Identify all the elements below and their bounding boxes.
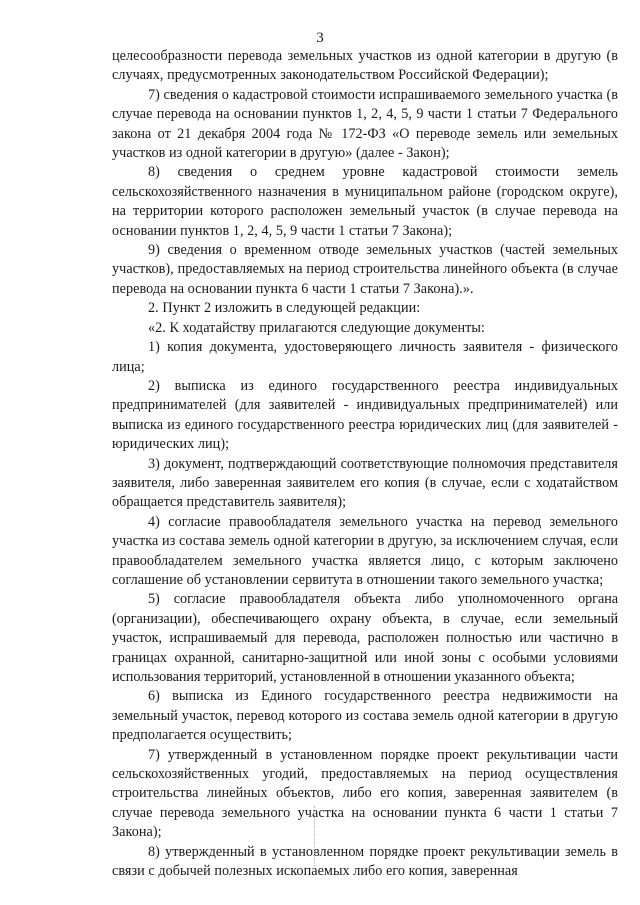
paragraph-doc-6-real-estate-extract: 6) выписка из Единого государственного реестра недвижимости на земельный участок, перевод которого из состава земель одной категории в другую предполагается осуществить; <box>112 688 618 744</box>
paragraph-doc-2-register-extract: 2) выписка из единого государственного реестра индивидуальных предпринимателей (для заявителей - индивидуальных предпринимателей) или выписка из единого государственного реестра юридических лиц (для заявителей - юридических лиц); <box>112 377 618 453</box>
paragraph-doc-5-object-consent: 5) согласие правообладателя объекта либо уполномоченного органа (организации), обеспечивающего охрану объекта, в случае, если земельный участок, испрашиваемый для перевода, расположен полностью или частично в границах охранной, санитарно-защитной или иной зоны с особыми условиями использования территорий, установленной в отношении указанного объекта; <box>112 591 618 685</box>
paragraph-item-8-average-value: 8) сведения о среднем уровне кадастровой стоимости земель сельскохозяйственного назначения в муниципальном районе (городском округе), на территории которого расположен земельный участок (в случае перевода на основании пунктов 1, 2, 4, 5, 9 части 1 статьи 7 Закона); <box>112 164 618 239</box>
document-body <box>112 47 618 881</box>
paragraph-doc-7-reclamation-project: 7) утвержденный в установленном порядке проект рекультивации части сельскохозяйственных угодий, предоставляемых на период осуществления строительства линейных объектов, либо его копия, заверенная заявителем (в случае перевода земельного участка на основании пункта 6 части 1 статьи 7 Закона); <box>112 746 618 841</box>
paragraph-doc-4-owner-consent: 4) согласие правообладателя земельного участка на перевод земельного участка из состава земель одной категории в другую, за исключением случая, если правообладателем земельного участка является лицо, с которым заключено соглашение об установлении сервитута в отношении такого земельного участка; <box>112 513 618 588</box>
paragraph-doc-3-authority: 3) документ, подтверждающий соответствующие полномочия представителя заявителя, либо заверенная заявителем его копия (в случае, если с ходатайством обращается представитель заявителя); <box>112 455 618 511</box>
paragraph-item-9-temporary-allotment: 9) сведения о временном отводе земельных участков (частей земельных участков), предоставляемых на период строительства линейного объекта (в случае перевода на основании пункта 6 части 1 статьи 7 Закона).». <box>112 242 618 297</box>
paragraph-point-2-heading: 2. Пункт 2 изложить в следующей редакции: <box>148 300 421 317</box>
paragraph-doc-8-mining-reclamation: 8) утвержденный в установленном порядке проект рекультивации земель в связи с добычей полезных ископаемых либо его копия, заверенная <box>112 843 618 880</box>
scan-binding-marks <box>314 806 317 866</box>
page-number: 3 <box>316 30 324 46</box>
paragraph-documents-intro: «2. К ходатайству прилагаются следующие документы: <box>148 319 485 336</box>
paragraph-continuation: целесообразности перевода земельных участков из одной категории в другую (в случаях, предусмотренных законодательством Российской Федерации); <box>112 48 618 84</box>
paragraph-doc-1-identity: 1) копия документа, удостоверяющего личность заявителя - физического лица; <box>112 339 618 375</box>
paragraph-item-7-cadastral-value: 7) сведения о кадастровой стоимости испрашиваемого земельного участка (в случае перевода на основании пунктов 1, 2, 4, 5, 9 части 1 статьи 7 Федерального закона от 21 декабря 2004 года № 172-ФЗ «О переводе земель или земельных участков из одной категории в другую» (далее - Закон); <box>112 86 618 162</box>
